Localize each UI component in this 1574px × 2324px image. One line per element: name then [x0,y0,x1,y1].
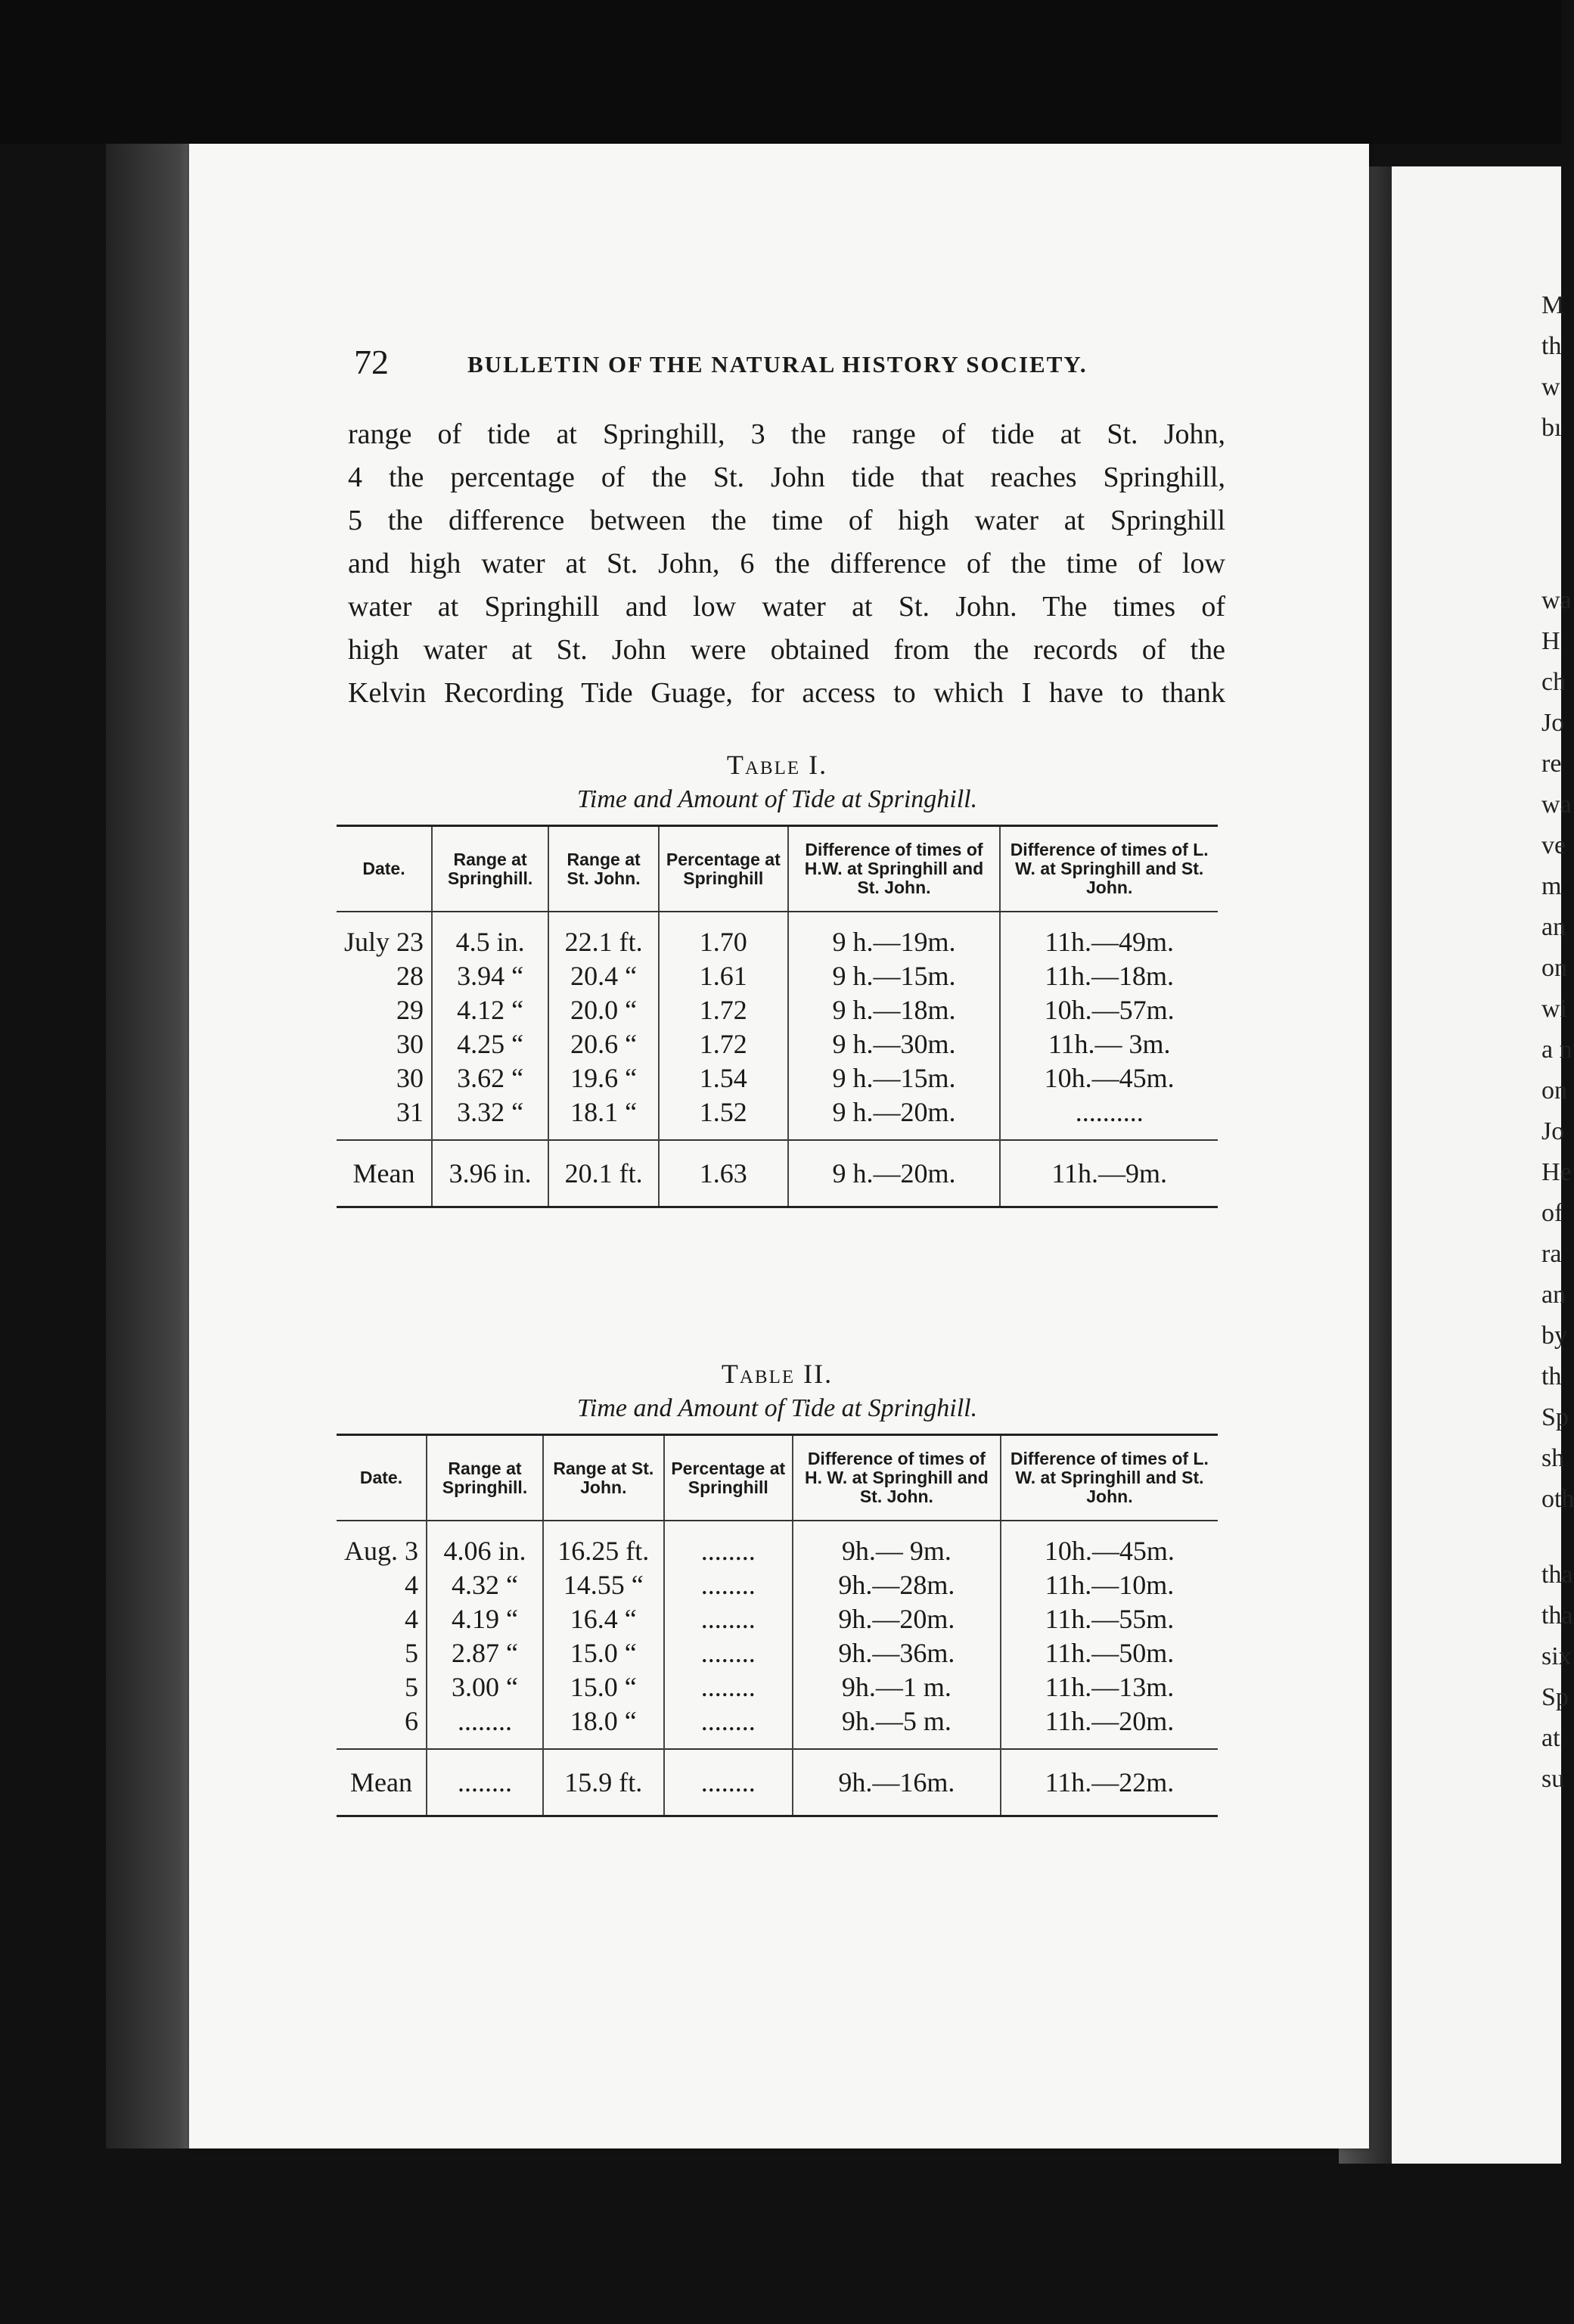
facing-page-text: ra [1541,1240,1562,1268]
table-cell: 29 [396,994,424,1025]
facing-page-text: M [1541,291,1565,319]
table-cell: 30 [396,1028,424,1059]
mean-cell: 1.63 [659,1140,788,1207]
mean-row [337,1749,1218,1816]
facing-page-text: wi [1541,995,1567,1023]
mean-label: Mean [352,1158,415,1188]
body-line: Kelvin Recording Tide Guage, for access to which I have to thank [348,677,1225,709]
body-line: and high water at St. John, 6 the difference of the time of low [348,548,1225,579]
table-cell: 28 [396,960,424,991]
facing-page-text: ch [1541,668,1566,696]
table-cell: ........ [664,1670,793,1704]
table-cell: 5 [405,1671,418,1702]
facing-page-text: He [1541,1158,1572,1186]
facing-page-text: tha [1541,1561,1573,1589]
table-1-caption: Time and Amount of Tide at Springhill. [576,785,978,813]
table-row [337,1636,1218,1670]
column-header: Difference of times of H. W. at Springhill and St. John. [793,1435,1001,1521]
table-row [337,1521,1218,1567]
mean-cell: 9h.—16m. [793,1749,1001,1816]
table-cell: 4 [405,1603,418,1634]
mean-cell: 3.96 in. [432,1140,548,1207]
table-cell: ........ [664,1704,793,1749]
facing-page-text: w [1541,373,1560,401]
mean-cell: 9 h.—20m. [788,1140,1001,1207]
table-cell: 2.87 “ [427,1636,543,1670]
page-header [354,342,1337,387]
facing-page-text: at [1541,1724,1560,1752]
table-cell: 9h.—20m. [793,1602,1001,1636]
table-cell: 9 h.—19m. [788,912,1001,958]
body-line: range of tide at Springhill, 3 the range of tide at St. John, [348,418,1225,450]
table-2 [337,1358,1218,1817]
body-line: 4 the percentage of the St. John tide that reaches Springhill, [348,461,1225,493]
table-cell: Aug. 3 [344,1535,418,1566]
mean-cell: 11h.—22m. [1001,1749,1218,1816]
facing-page-text: th [1541,1362,1562,1390]
table-cell: 15.0 “ [543,1670,664,1704]
book-page [189,144,1369,2148]
table-cell: 1.70 [659,912,788,958]
table-cell: 3.32 “ [432,1095,548,1140]
facing-page-text: Sp [1541,1403,1569,1431]
table-cell: 4.25 “ [432,1027,548,1061]
table-cell: 18.0 “ [543,1704,664,1749]
table-row [337,1567,1218,1602]
table-cell: 11h.—13m. [1001,1670,1218,1704]
table-cell: 10h.—57m. [1000,993,1218,1027]
table-cell: 1.72 [659,993,788,1027]
mean-cell: 20.1 ft. [548,1140,659,1207]
mean-cell: ........ [664,1749,793,1816]
facing-page-text: a n [1541,1036,1572,1064]
table-row [337,958,1218,993]
facing-page-text: su [1541,1765,1565,1793]
table-cell: 16.25 ft. [543,1521,664,1567]
table-cell: 22.1 ft. [548,912,659,958]
running-head: BULLETIN OF THE NATURAL HISTORY SOCIETY. [467,351,1088,377]
facing-page-text: wa [1541,791,1572,819]
mean-label: Mean [350,1767,412,1797]
table-cell: 9 h.—15m. [788,1061,1001,1095]
table-cell: 11h.—49m. [1000,912,1218,958]
facing-page-text: wa [1541,586,1572,614]
table-cell: 11h.—20m. [1001,1704,1218,1749]
mean-row [337,1140,1218,1207]
facing-page-text: bı [1541,414,1562,442]
column-header: Range at Springhill. [432,826,548,912]
table-cell: 30 [396,1062,424,1093]
facing-page-text: H [1541,627,1560,655]
table-cell: 1.61 [659,958,788,993]
facing-page-fragment [1392,166,1574,2164]
facing-page-text: on [1541,1077,1567,1105]
table-cell: 9 h.—15m. [788,958,1001,993]
table-cell: ........ [427,1704,543,1749]
table-cell: 9h.— 9m. [793,1521,1001,1567]
table-cell: ........ [664,1636,793,1670]
table-cell: 11h.—55m. [1001,1602,1218,1636]
table-cell: 4.06 in. [427,1521,543,1567]
column-header: Difference of times of L. W. at Springhill and St. John. [1001,1435,1218,1521]
facing-page-text: m [1541,872,1562,900]
table-cell: 1.72 [659,1027,788,1061]
book-spine-edge [106,144,197,2148]
table-cell: 6 [405,1705,418,1736]
table-1-title: Table I. [726,750,828,780]
table-cell: 20.6 “ [548,1027,659,1061]
table-row [337,1670,1218,1704]
column-header: Range at St. John. [548,826,659,912]
facing-page-text: an [1541,913,1566,941]
table-cell: 11h.—50m. [1001,1636,1218,1670]
table-cell: 16.4 “ [543,1602,664,1636]
table-cell: 19.6 “ [548,1061,659,1095]
table-cell: 4.19 “ [427,1602,543,1636]
table-row [337,1704,1218,1749]
facing-page-text: six [1541,1642,1572,1670]
table-row [337,993,1218,1027]
table-cell: 4.12 “ [432,993,548,1027]
table-cell: 20.0 “ [548,993,659,1027]
table-cell: 10h.—45m. [1001,1521,1218,1567]
body-line: high water at St. John were obtained from the records of the [348,634,1225,666]
facing-page-text: Sp [1541,1683,1569,1711]
table-cell: 14.55 “ [543,1567,664,1602]
table-cell: ........ [664,1567,793,1602]
table-cell: 1.54 [659,1061,788,1095]
facing-page-text: th [1541,332,1562,360]
table-cell: 9 h.—30m. [788,1027,1001,1061]
table-1 [337,749,1218,1208]
table-cell: 4 [405,1569,418,1600]
column-header: Range at St. John. [543,1435,664,1521]
table-cell: 11h.—10m. [1001,1567,1218,1602]
column-header: Range at Springhill. [427,1435,543,1521]
scan-background [0,0,1561,144]
table-cell: 4.32 “ [427,1567,543,1602]
table-cell: 4.5 in. [432,912,548,958]
facing-page-text: an [1541,1281,1566,1309]
body-line: water at Springhill and low water at St. John. The times of [348,591,1225,623]
table-2-grid [337,1434,1218,1817]
column-header: Percentage at Springhill [664,1435,793,1521]
table-cell: 9 h.—20m. [788,1095,1001,1140]
facing-page-text: Jo [1541,1117,1565,1145]
body-line: 5 the difference between the time of high water at Springhill [348,505,1225,536]
facing-page-text: tha [1541,1602,1573,1630]
table-cell: 9h.—28m. [793,1567,1001,1602]
table-cell: 20.4 “ [548,958,659,993]
table-cell: 9 h.—18m. [788,993,1001,1027]
table-cell: .......... [1000,1095,1218,1140]
facing-page-text: Jo [1541,709,1565,737]
column-header: Difference of times of H.W. at Springhill and St. John. [788,826,1001,912]
table-row [337,912,1218,958]
column-header: Date. [337,1435,427,1521]
table-cell: 1.52 [659,1095,788,1140]
mean-cell: ........ [427,1749,543,1816]
facing-page-text: of [1541,1199,1563,1227]
table-cell: 18.1 “ [548,1095,659,1140]
table-cell: ........ [664,1521,793,1567]
facing-page-text: by [1541,1322,1567,1350]
table-cell: 3.62 “ [432,1061,548,1095]
facing-page-text: sh [1541,1444,1565,1472]
table-cell: 9h.—36m. [793,1636,1001,1670]
table-cell: 9h.—5 m. [793,1704,1001,1749]
body-paragraph [348,413,1225,715]
table-cell: 31 [396,1096,424,1127]
table-cell: 3.94 “ [432,958,548,993]
facing-page-text: re [1541,750,1562,778]
table-row [337,1061,1218,1095]
table-cell: 10h.—45m. [1000,1061,1218,1095]
table-1-grid [337,825,1218,1208]
mean-cell: 11h.—9m. [1000,1140,1218,1207]
table-cell: 9h.—1 m. [793,1670,1001,1704]
facing-page-text: oth [1541,1485,1574,1513]
table-row [337,1602,1218,1636]
table-cell: July 23 [344,926,424,957]
table-2-caption: Time and Amount of Tide at Springhill. [576,1394,978,1422]
table-cell: ........ [664,1602,793,1636]
column-header: Difference of times of L. W. at Springhill and St. John. [1000,826,1218,912]
table-cell: 15.0 “ [543,1636,664,1670]
mean-cell: 15.9 ft. [543,1749,664,1816]
table-cell: 5 [405,1637,418,1668]
table-row [337,1027,1218,1061]
facing-page-text: on [1541,954,1567,982]
facing-page-text: ve [1541,831,1566,859]
table-2-title: Table II. [721,1359,834,1389]
table-cell: 11h.—18m. [1000,958,1218,993]
table-cell: 3.00 “ [427,1670,543,1704]
table-row [337,1095,1218,1140]
table-cell: 11h.— 3m. [1000,1027,1218,1061]
page-number: 72 [354,343,389,381]
column-header: Percentage at Springhill [659,826,788,912]
column-header: Date. [337,826,432,912]
